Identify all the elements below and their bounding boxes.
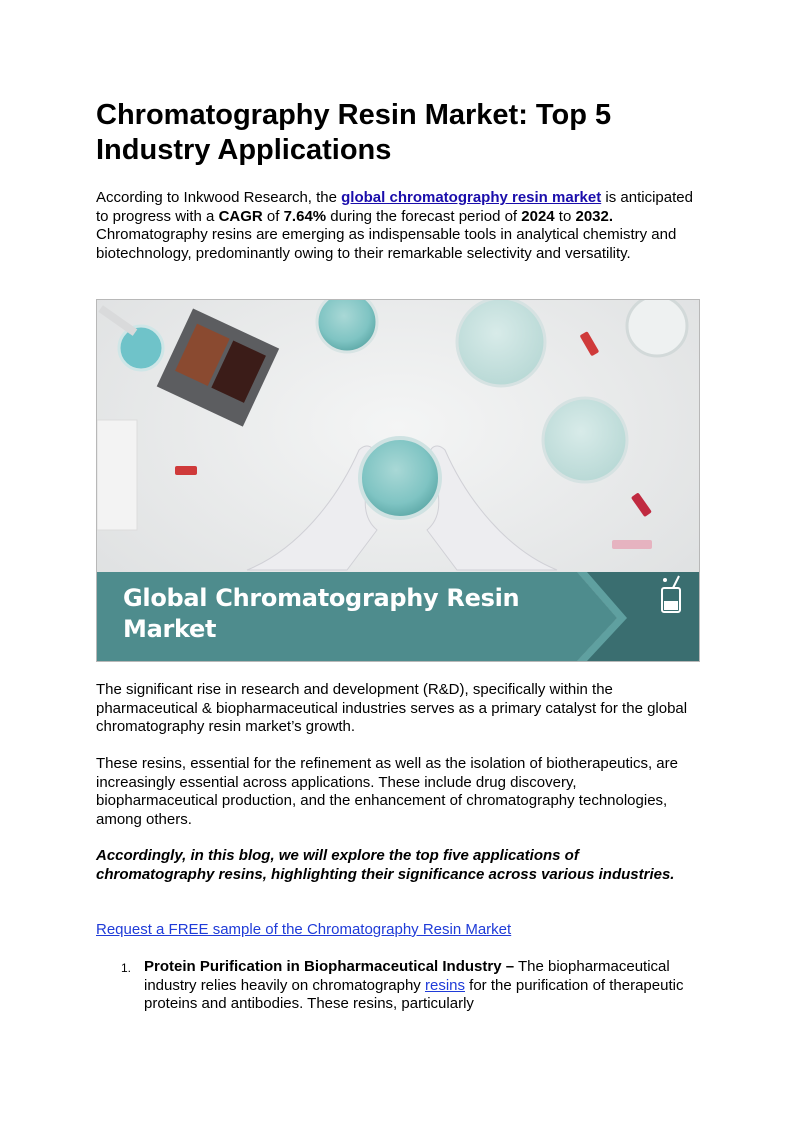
petri-dish-icon bbox=[543, 398, 627, 482]
petri-dish-icon bbox=[627, 300, 687, 356]
vial-icon bbox=[612, 540, 652, 549]
tube-rack-icon bbox=[97, 420, 137, 530]
cagr-value: 7.64% bbox=[283, 207, 327, 225]
intro-text-5: to bbox=[554, 207, 576, 225]
list-number: 1. bbox=[121, 961, 132, 975]
cagr-label: CAGR bbox=[218, 207, 263, 225]
sample-link-paragraph bbox=[96, 921, 700, 940]
banner-line-1: Global Chromatography Resin bbox=[123, 584, 520, 612]
intro-paragraph bbox=[96, 189, 700, 263]
intro-text-3: of bbox=[262, 207, 284, 225]
applications-list bbox=[96, 958, 700, 1014]
intro-text-4: during the forecast period of bbox=[326, 207, 522, 225]
intro-text-1: According to Inkwood Research, the bbox=[96, 189, 342, 206]
blog-intro-paragraph: Accordingly, in this blog, we will explore the top five applications of chromatography resins, highlighting their significance across various industries. bbox=[96, 847, 675, 883]
page-title: Chromatography Resin Market: Top 5 Industry Applications bbox=[96, 99, 612, 166]
sample-request-link[interactable]: Request a FREE sample of the Chromatography Resin Market bbox=[96, 921, 512, 938]
list-text-1: The biopharmaceutical industry relies heavily on chromatography bbox=[144, 958, 670, 994]
list-text-2: for the purification of therapeutic proteins and antibodies. These resins, particularly bbox=[144, 976, 684, 1012]
resins-link[interactable]: resins bbox=[424, 976, 465, 994]
intro-text-2: is anticipated to progress with a bbox=[96, 189, 693, 225]
forecast-end-year: 2032. bbox=[575, 207, 614, 225]
applications-paragraph: These resins, essential for the refinement as well as the isolation of biotherapeutics, are increasingly essential across applications. These include drug discovery, biopharmaceutical production, and the enhancement of chromatography technologies, among others. bbox=[96, 755, 678, 828]
intro-text-6: Chromatography resins are emerging as indispensable tools in analytical chemistry and biotechnology, predominantly owing to their remarkable selectivity and versatility. bbox=[96, 226, 677, 262]
vial-icon bbox=[175, 466, 197, 475]
market-report-link[interactable]: global chromatography resin market bbox=[341, 189, 602, 206]
list-heading: Protein Purification in Biopharmaceutical Industry – bbox=[144, 958, 515, 975]
growth-paragraph: The significant rise in research and development (R&D), specifically within the pharmaceutical & biopharmaceutical industries serves as a primary catalyst for the global chromatography resin market’s growth. bbox=[96, 681, 688, 735]
forecast-start-year: 2024 bbox=[521, 207, 555, 225]
banner-title bbox=[123, 583, 603, 645]
hero-image bbox=[96, 299, 700, 662]
petri-dish-icon bbox=[457, 300, 545, 386]
banner-line-2: Market bbox=[123, 615, 217, 643]
petri-dish-icon bbox=[317, 300, 377, 352]
list-item bbox=[96, 958, 700, 1014]
